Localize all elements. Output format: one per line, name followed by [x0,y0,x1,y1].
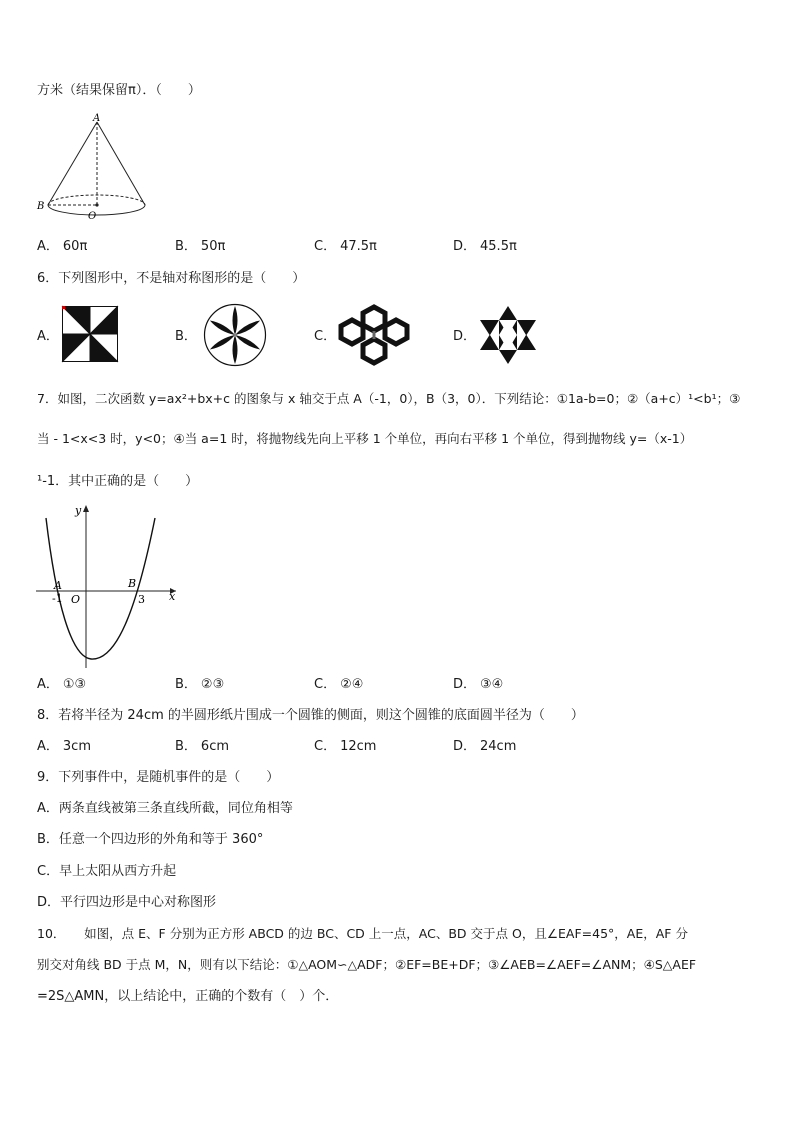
q5-option-c: C． 47.5π [314,239,377,254]
q8-option-c: C． 12cm [314,739,377,754]
graph-label-x: x [169,590,176,603]
graph-label-three: 3 [138,593,145,606]
pinwheel-icon [62,306,118,362]
q9-option-a: A．两条直线被第三条直线所截，同位角相等 [37,801,293,816]
q9-stem: 9．下列事件中，是随机事件的是（ ） [37,770,280,785]
parabola-graph [36,502,186,668]
graph-label-neg1: -1 [52,592,63,605]
q7-option-d: D． ③④ [453,677,504,692]
graph-label-a: A [54,579,62,592]
q7-line3: ¹-1．其中正确的是（ ） [37,474,199,489]
q10-line2: 别交对角线 BD 于点 M，N，则有以下结论：①△AOM∽△ADF；②EF=BE+DF；③∠AEB=∠AEF=∠ANM；④S△AEF [37,957,697,972]
q7-option-a: A． ①③ [37,677,87,692]
q5-option-d: D． 45.5π [453,239,517,254]
q8-option-b: B． 6cm [175,739,230,754]
q7-option-b: B． ②③ [175,677,225,692]
q5-option-a: A． 60π [37,239,88,254]
q9-option-b: B．任意一个四边形的外角和等于 360° [37,832,264,847]
graph-label-origin: O [71,593,81,606]
q5-option-b: B． 50π [175,239,226,254]
hexagram-icon [476,304,540,366]
q10-line3: =2S△AMN，以上结论中，正确的个数有（ ）个． [37,989,339,1004]
q6-option-d-letter: D． [453,329,477,344]
q9-option-c: C．早上太阳从西方升起 [37,864,177,879]
q8-option-d: D． 24cm [453,739,517,754]
q9-option-d: D．平行四边形是中心对称图形 [37,895,217,910]
hexagon-chain-icon [338,304,410,366]
cone-label-apex: A [93,113,101,124]
q10-line1: 10． 如图，点 E、F 分别为正方形 ABCD 的边 BC、CD 上一点，AC、BD 交于点 O，且∠EAF=45°，AE，AF 分 [37,926,688,941]
q7-option-c: C． ②④ [314,677,364,692]
flower-circle-icon [203,303,267,367]
graph-label-y: y [75,504,82,517]
q8-stem: 8．若将半径为 24cm 的半圆形纸片围成一个圆锥的侧面，则这个圆锥的底面圆半径为（ ） [37,708,584,723]
q6-option-a-letter: A． [37,329,59,344]
q7-line2: 当 - 1<x<3 时，y<0；④当 a=1 时，将抛物线先向上平移 1 个单位，再向右平移 1 个单位，得到抛物线 y=（x-1） [37,431,693,446]
q6-option-c-letter: C． [314,329,337,344]
cone-figure [36,112,156,222]
q5-tail: 方米（结果保留π）．（ ） [37,83,201,98]
q7-line1: 7．如图，二次函数 y=ax²+bx+c 的图象与 x 轴交于点 A（-1，0），B（3，0）．下列结论：①1a-b=0；②（a+c）¹<b¹；③ [37,391,741,406]
q6-stem: 6．下列图形中，不是轴对称图形的是（ ） [37,271,306,286]
q6-option-b-letter: B． [175,329,197,344]
q8-option-a: A． 3cm [37,739,91,754]
graph-label-b: B [128,577,137,590]
cone-label-left: B [37,201,45,212]
cone-label-center: O [88,211,97,222]
